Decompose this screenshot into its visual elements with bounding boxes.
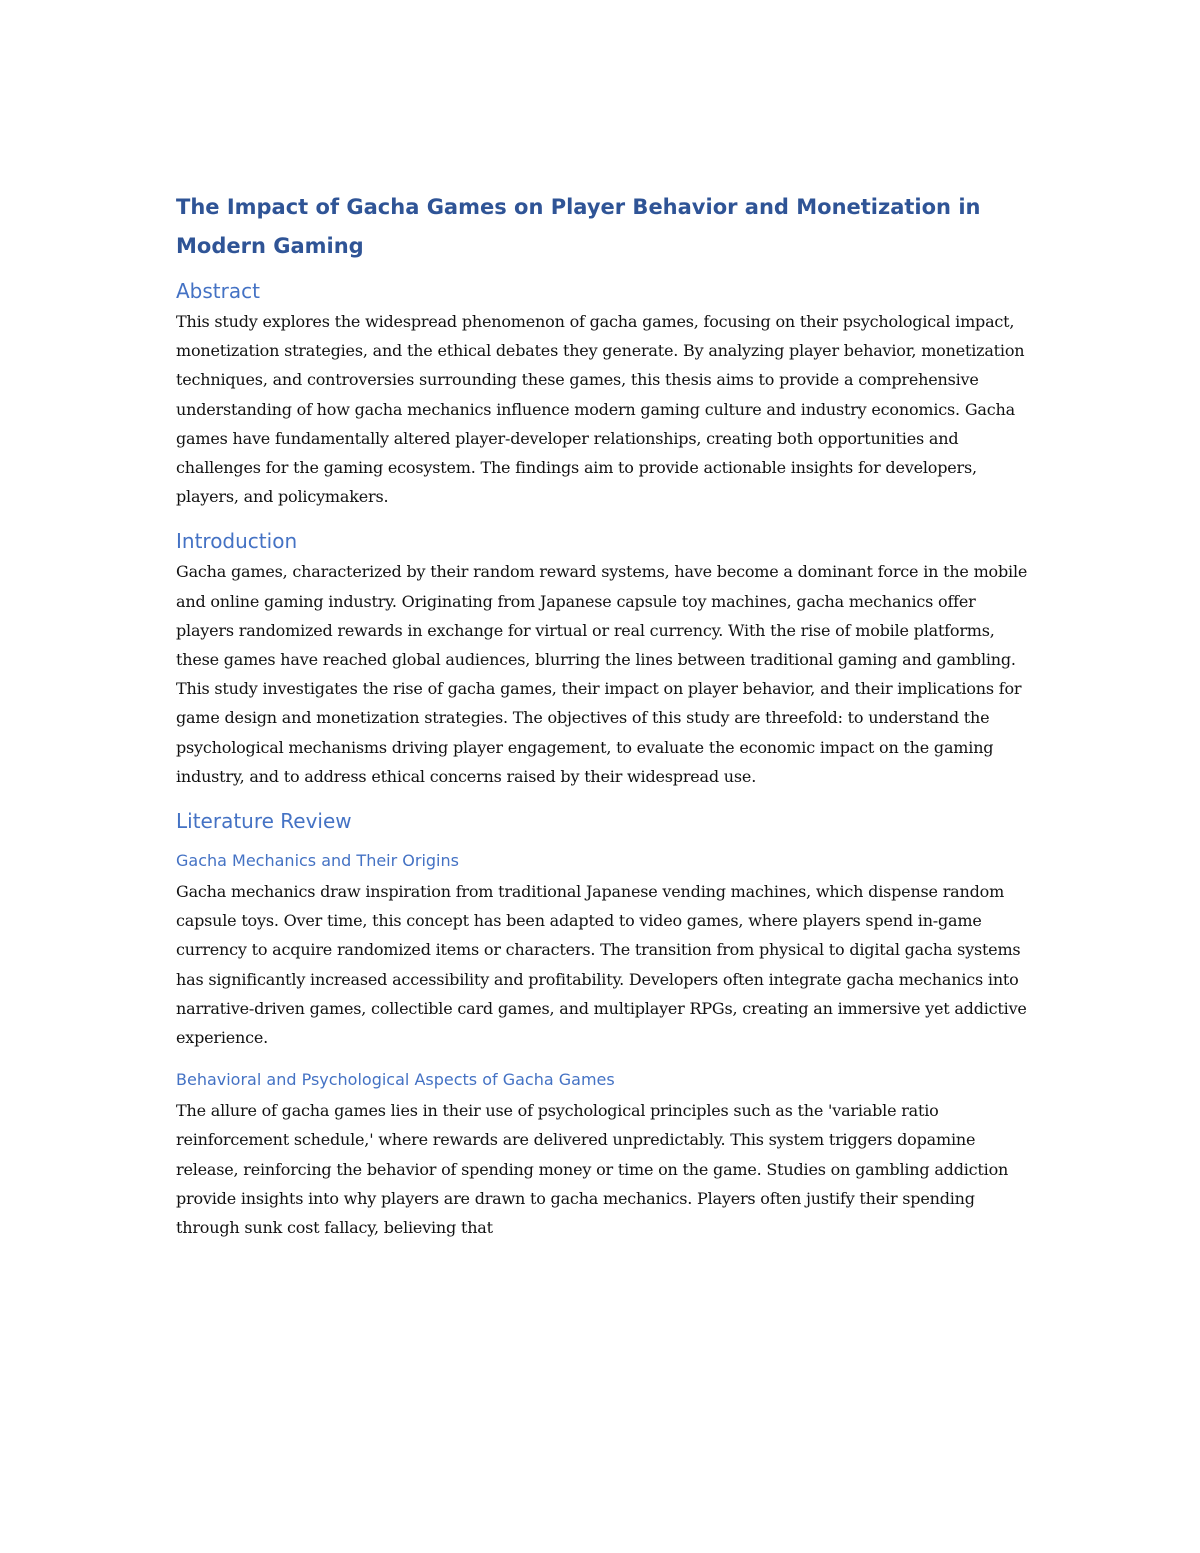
- behavioral-aspects-heading: Behavioral and Psychological Aspects of Gacha Games: [176, 1070, 615, 1090]
- abstract-section: [176, 277, 1028, 511]
- introduction-paragraph: Gacha games, characterized by their random reward systems, have become a dominant force in the mobile and online gaming industry. Originating from Japanese capsule toy machines, gacha mechanics offer players randomized rewards in exchange for virtual or real currency. With the rise of mobile platforms, these games have reached global audiences, blurring the lines between traditional gaming and gambling. This study investigates the rise of gacha games, their impact on player behavior, and their implications for game design and monetization strategies. The objectives of this study are threefold: to understand the psychological mechanisms driving player engagement, to evaluate the economic impact on the gaming industry, and to address ethical concerns raised by their widespread use.: [176, 562, 1028, 786]
- gacha-mechanics-paragraph: Gacha mechanics draw inspiration from traditional Japanese vending machines, which dispense random capsule toys. Over time, this concept has been adapted to video games, where players spend in-game currency to acquire randomized items or characters. The transition from physical to digital gacha systems has significantly increased accessibility and profitability. Developers often integrate gacha mechanics into narrative-driven games, collectible card games, and multiplayer RPGs, creating an immersive yet addictive experience.: [176, 882, 1027, 1048]
- abstract-heading: Abstract: [176, 279, 260, 303]
- abstract-paragraph: This study explores the widespread phenomenon of gacha games, focusing on their psychological impact, monetization strategies, and the ethical debates they generate. By analyzing player behavior, monetization techniques, and controversies surrounding these games, this thesis aims to provide a comprehensive understanding of how gacha mechanics influence modern gaming culture and industry economics. Gacha games have fundamentally altered player-developer relationships, creating both opportunities and challenges for the gaming ecosystem. The findings aim to provide actionable insights for developers, players, and policymakers.: [176, 312, 1025, 507]
- document-body: [176, 188, 1028, 1258]
- behavioral-aspects-paragraph: The allure of gacha games lies in their use of psychological principles such as the 'variable ratio reinforcement schedule,' where rewards are delivered unpredictably. This system triggers dopamine release, reinforcing the behavior of spending money or time on the game. Studies on gambling addiction provide insights into why players are drawn to gacha mechanics. Players often justify their spending through sunk cost fallacy, believing that: [176, 1101, 1009, 1238]
- literature-review-section: [176, 807, 1028, 1242]
- literature-review-heading: Literature Review: [176, 809, 352, 834]
- behavioral-aspects-subsection: [176, 1068, 1028, 1242]
- introduction-heading: Introduction: [176, 529, 298, 554]
- introduction-section: [176, 527, 1028, 791]
- gacha-mechanics-subsection: [176, 849, 1028, 1052]
- document-title: The Impact of Gacha Games on Player Behavior and Monetization in Modern Gaming: [176, 195, 981, 258]
- gacha-mechanics-heading: Gacha Mechanics and Their Origins: [176, 851, 459, 871]
